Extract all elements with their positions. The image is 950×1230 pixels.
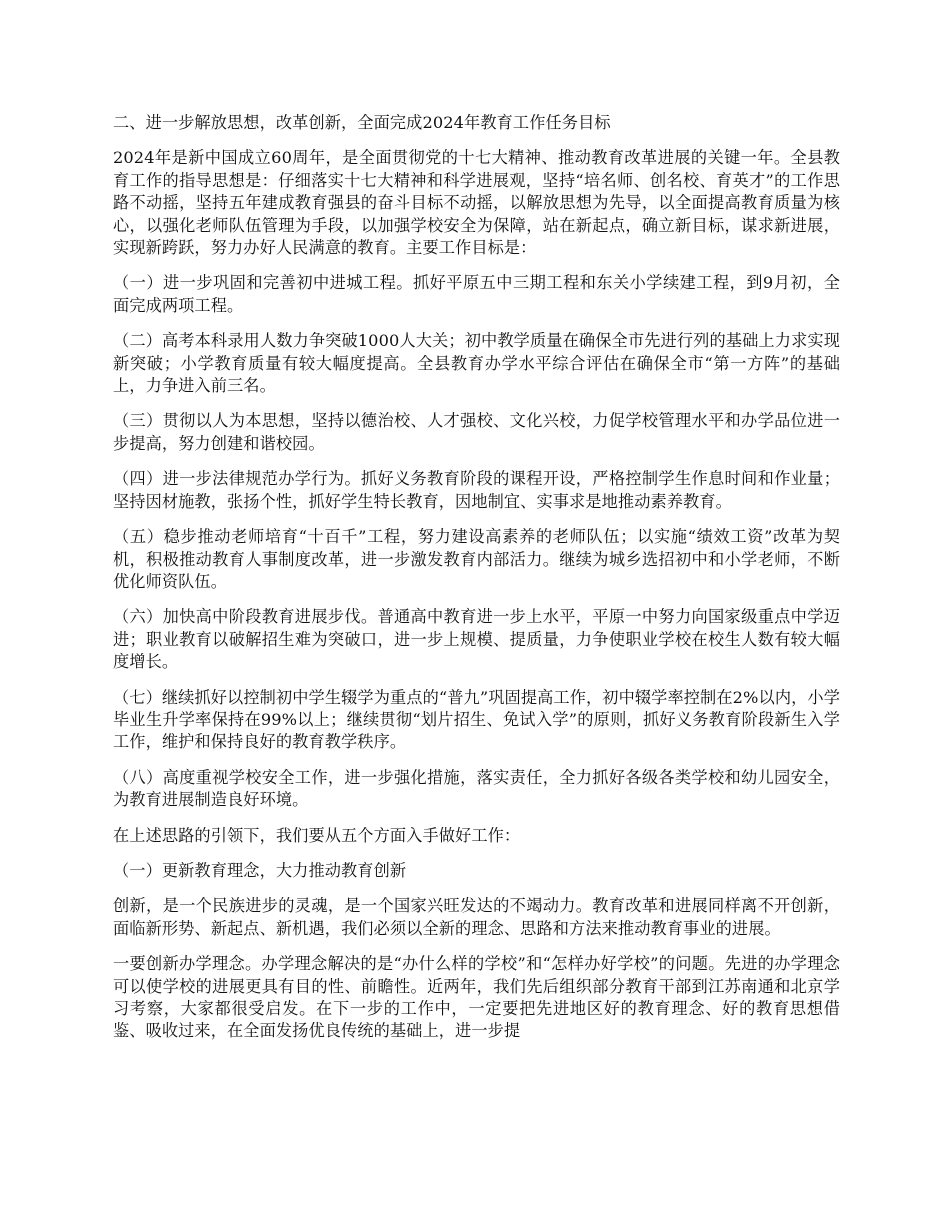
paragraph-school-philosophy: 一要创新办学理念。办学理念解决的是“办什么样的学校”和“怎样办好学校”的问题。先进的办学理念可以使学校的进展更具有目的性、前瞻性。近两年，我们先后组织部分教育干部到江苏南通和北京学习考察，大家都很受启发。在下一步的工作中，一定要把先进地区好的教育理念、好的教育思想借鉴、吸收过来，在全面发扬优良传统的基础上，进一步提 [113, 954, 840, 1041]
paragraph-goal-2: （二）高考本科录用人数力争突破1000人大关；初中教学质量在确保全市先进行列的基础上力求实现新突破；小学教育质量有较大幅度提高。全县教育办学水平综合评估在确保全市“第一方阵”的基础上，力争进入前三名。 [113, 331, 840, 396]
paragraph-goal-5: （五）稳步推动老师培育“十百千”工程，努力建设高素养的老师队伍；以实施“绩效工资”改革为契机，积极推动教育人事制度改革，进一步激发教育内部活力。继续为城乡选招初中和小学老师，不断优化师资队伍。 [113, 527, 840, 591]
paragraph-goal-6: （六）加快高中阶段教育进展步伐。普通高中教育进一步上水平，平原一中努力向国家级重点中学迈进；职业教育以破解招生难为突破口，进一步上规模、提质量，力争使职业学校在校生人数有较大幅度增长。 [113, 607, 840, 672]
paragraph-intro: 2024年是新中国成立60周年，是全面贯彻党的十七大精神、推动教育改革进展的关键一年。全县教育工作的指导思想是：仔细落实十七大精神和科学进展观，坚持“培名师、创名校、育英才”的工作思路不动摇，坚持五年建成教育强县的奋斗目标不动摇，以解放思想为先导，以全面提高教育质量为核心，以强化老师队伍管理为手段，以加强学校安全为保障，站在新起点，确立新目标，谋求新进展，实现新跨跃，努力办好人民满意的教育。主要工作目标是： [113, 148, 840, 258]
paragraph-transition: 在上述思路的引领下，我们要从五个方面入手做好工作： [113, 825, 521, 845]
paragraph-goal-7: （七）继续抓好以控制初中学生辍学为重点的“普九”巩固提高工作，初中辍学率控制在2%以内，小学毕业生升学率保持在99%以上；继续贯彻“划片招生、免试入学”的原则，抓好义务教育阶段新生入学工作，维护和保持良好的教育教学秩序。 [113, 687, 840, 752]
paragraph-goal-3: （三）贯彻以人为本思想，坚持以德治校、人才强校、文化兴校，力促学校管理水平和办学品位进一步提高，努力创建和谐校园。 [113, 411, 840, 453]
paragraph-goal-1: （一）进一步巩固和完善初中进城工程。抓好平原五中三期工程和东关小学续建工程，到9月初，全面完成两项工程。 [113, 273, 840, 315]
paragraph-goal-4: （四）进一步法律规范办学行为。抓好义务教育阶段的课程开设，严格控制学生作息时间和作业量；坚持因材施教，张扬个性，抓好学生特长教育，因地制宜、实事求是地推动素养教育。 [113, 469, 840, 511]
document-body [113, 112, 840, 1056]
paragraph-goal-8: （八）高度重视学校安全工作，进一步强化措施，落实责任，全力抓好各级各类学校和幼儿园安全，为教育进展制造良好环境。 [113, 767, 840, 810]
section-heading: 二、进一步解放思想，改革创新，全面完成2024年教育工作任务目标 [113, 113, 611, 132]
subsection-heading-1: （一）更新教育理念，大力推动教育创新 [113, 860, 407, 880]
paragraph-innovation: 创新，是一个民族进步的灵魂，是一个国家兴旺发达的不竭动力。教育改革和进展同样离不开创新，面临新形势、新起点、新机遇，我们必须以全新的理念、思路和方法来推动教育事业的进展。 [113, 896, 840, 938]
